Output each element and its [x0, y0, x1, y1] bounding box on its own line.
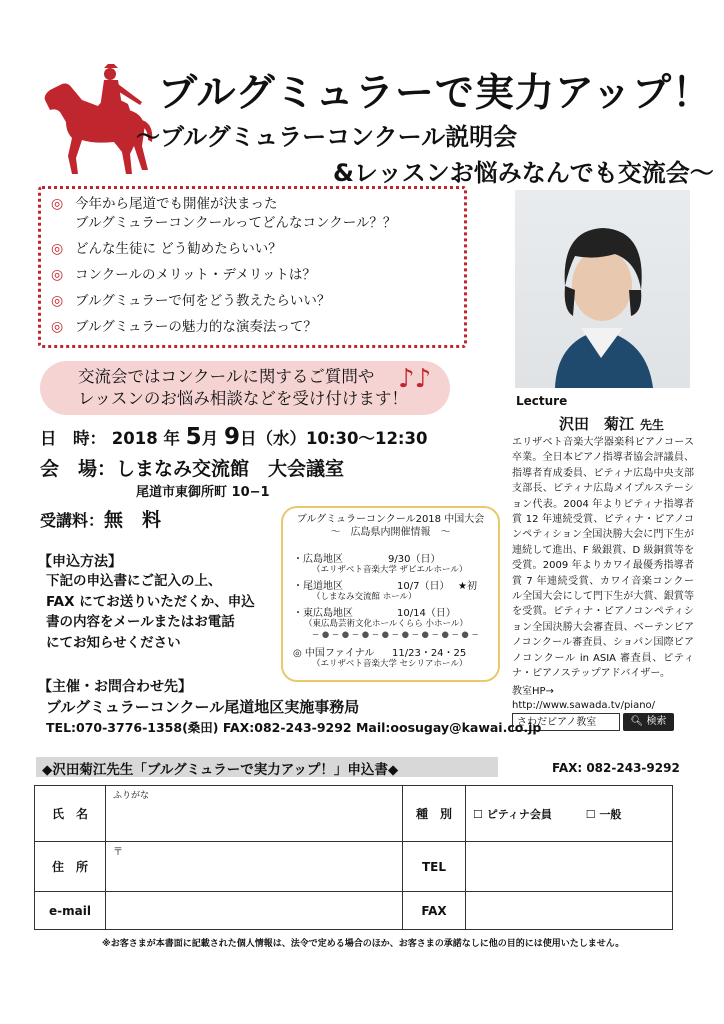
bullet-icon: ◎: [51, 196, 64, 212]
question-text: コンクールのメリット・デメリットは？: [75, 267, 316, 283]
contest-final-region: ◎ 中国ファイナル: [293, 648, 375, 659]
question-item: [51, 318, 464, 337]
tel-label: TEL: [403, 842, 466, 892]
event-venue: [40, 454, 344, 481]
homepage-info: [512, 685, 655, 713]
contest-final-venue: （エリザベト音楽大学 セシリアホール）: [312, 659, 468, 669]
search-box[interactable]: さわだピアノ教室: [512, 713, 620, 731]
organizer-contact: TEL:070-3776-1358(桑田) FAX:082-243-9292 Mail:oosugay@kawai.co.jp: [46, 720, 542, 735]
question-item: [51, 240, 464, 259]
contest-date: 9/30（日）: [388, 554, 441, 565]
bullet-icon: ◎: [51, 241, 64, 257]
contest-subtitle: 〜 広島県内開催情報 〜: [330, 527, 451, 538]
bullet-icon: ◎: [51, 267, 64, 283]
fax-label: FAX: [403, 892, 466, 930]
fax-field[interactable]: [466, 892, 673, 930]
form-title: ◆沢田菊江先生「ブルグミュラーで実力アップ！」申込書◆: [42, 762, 399, 778]
checkbox-pitina[interactable]: ☐: [473, 807, 483, 821]
organizer-name: ブルグミュラーコンクール尾道地区実施事務局: [46, 698, 360, 716]
search-icon: 🔍︎: [630, 716, 644, 727]
month-unit: 月: [201, 429, 219, 448]
question-text: ブルグミュラーの魅力的な演奏法って？: [75, 319, 317, 335]
date-time: （水）10:30〜12:30: [256, 429, 428, 448]
contest-venue: （しまなみ交流館 ホール）: [312, 592, 417, 602]
contest-date: 10/7（日）: [397, 581, 450, 592]
application-form: [34, 785, 673, 930]
event-date: [40, 424, 428, 450]
address-label: 住 所: [35, 842, 106, 892]
apply-heading: 【申込方法】: [38, 554, 122, 570]
contest-date: 10/14（日）: [397, 608, 456, 619]
bullet-icon: ◎: [51, 293, 64, 309]
bullet-icon: ◎: [51, 319, 64, 335]
lecturer-honorific: 先生: [640, 418, 665, 432]
day-unit: 日: [239, 429, 257, 448]
search-button-label: 検索: [646, 716, 667, 727]
organizer-heading: 【主催・お問合わせ先】: [38, 679, 192, 695]
exchange-text: [78, 366, 408, 410]
contest-title: ブルグミュラーコンクール2018 中国大会: [296, 514, 485, 525]
option-general: 一般: [599, 807, 622, 821]
fee-value: 無 料: [104, 509, 162, 531]
option-pitina: ピティナ会員: [486, 807, 552, 821]
venue-label: 会 場：: [40, 458, 117, 480]
exchange-line: 交流会ではコンクールに関するご質問や: [78, 367, 375, 386]
type-field: [466, 786, 673, 842]
page-title: ブルグミュラーで実力アップ！: [158, 71, 713, 116]
page-subtitle-2: &レッスンお悩みなんでも交流会〜: [333, 159, 714, 187]
page-subtitle-1: 〜ブルグミュラーコンクール説明会: [136, 123, 518, 151]
venue-name: しまなみ交流館 大会議室: [116, 458, 345, 480]
apply-line: 下記の申込書にご記入の上、: [46, 573, 222, 589]
lecturer-bio: エリザベト音楽大学器楽科ピアノコース卒業。全日本ピアノ指導者協会評議員、指導者育成委員、ピティナ広島中央支部支部長、ピティナ広島メイプルステーション代表。2004 年よりピティナ指導者賞 12 年連続受賞、ピティナ・ピアノコンペティション全国決勝大会に門下生が連続して進出、F 級銀賞、D 級銅賞等を受賞。2009 年よりカワイ最優秀指導者賞 7 年連続受賞、カワイ音楽コンクール全国大会にして門下生が大賞、銀賞等を受賞。ピティナ・ピアノコンペティション全国決勝大会審査員、ベーテンピアノコンクール審査員、ショパン国際ピアノコンクール in ASIA 審査員、ピティナ・ピアノステップアドバイザー。: [512, 437, 694, 680]
lecturer-name-text: 沢田 菊江: [559, 415, 635, 433]
homepage-label: 教室HP→: [512, 686, 554, 697]
event-fee: [40, 505, 161, 532]
email-field[interactable]: [106, 892, 403, 930]
question-item: [51, 292, 464, 311]
privacy-note: ※お客さまが本書面に記載された個人情報は、法令で定める場合のほか、お客さまの承諾なしに他の目的には使用いたしません。: [102, 939, 625, 949]
question-text: ブルグミュラーで何をどう教えたらいい？: [75, 293, 331, 309]
contest-region: ・広島地区: [293, 554, 343, 565]
contest-venue: （東広島芸術文化ホールくらら 小ホール）: [304, 619, 468, 629]
lecturer-photo: [515, 190, 690, 388]
name-field[interactable]: [106, 786, 403, 842]
contest-venue: （エリザベト音楽大学 ザビエルホール）: [312, 565, 468, 575]
date-day: 9: [223, 424, 240, 450]
postal-mark: 〒: [113, 847, 123, 858]
question-item: [51, 266, 464, 285]
exchange-line: レッスンのお悩み相談などを受け付けます！: [78, 389, 408, 408]
contest-final-date: 11/23・24・25: [392, 648, 467, 659]
date-label: 日 時：: [40, 429, 106, 448]
tel-field[interactable]: [466, 842, 673, 892]
question-text: 今年から尾道でも開催が決まった: [75, 196, 278, 212]
fee-label: 受講料：: [40, 511, 105, 530]
question-item: [51, 195, 464, 233]
date-month: 5: [185, 424, 202, 450]
apply-line: 書の内容をメールまたはお電話: [46, 614, 235, 630]
contest-note: ★初: [458, 581, 477, 592]
type-label: 種 別: [403, 786, 466, 842]
search-button[interactable]: [623, 713, 674, 731]
contest-region: ・東広島地区: [293, 608, 353, 619]
lecturer-name: [559, 413, 664, 434]
question-text: どんな生徒に どう勧めたらいい？: [75, 241, 282, 257]
form-fax: FAX: 082-243-9292: [552, 761, 680, 775]
checkbox-general[interactable]: ☐: [585, 807, 596, 821]
contest-divider: − ● − ● − ● − ● − ● − ● − ● − ● −: [312, 630, 479, 640]
name-label: 氏 名: [35, 786, 106, 842]
date-year: 2018 年: [111, 429, 180, 448]
venue-address: 尾道市東御所町 10−1: [136, 485, 270, 500]
apply-line: にてお知らせください: [46, 634, 181, 651]
furigana-label: ふりがな: [113, 791, 150, 801]
homepage-url[interactable]: http://www.sawada.tv/piano/: [512, 700, 656, 711]
music-notes-icon: ♪♪: [398, 364, 432, 394]
contest-region: ・尾道地区: [293, 581, 343, 592]
email-label: e-mail: [35, 892, 106, 930]
questions-box: [38, 186, 467, 348]
lecturer-label: Lecture: [516, 394, 568, 408]
question-text: ブルグミュラーコンクールってどんなコンクール？？: [75, 215, 397, 231]
address-field[interactable]: [106, 842, 403, 892]
apply-line: FAX にてお送りいただくか、申込: [46, 593, 255, 610]
apply-body: [46, 571, 255, 653]
